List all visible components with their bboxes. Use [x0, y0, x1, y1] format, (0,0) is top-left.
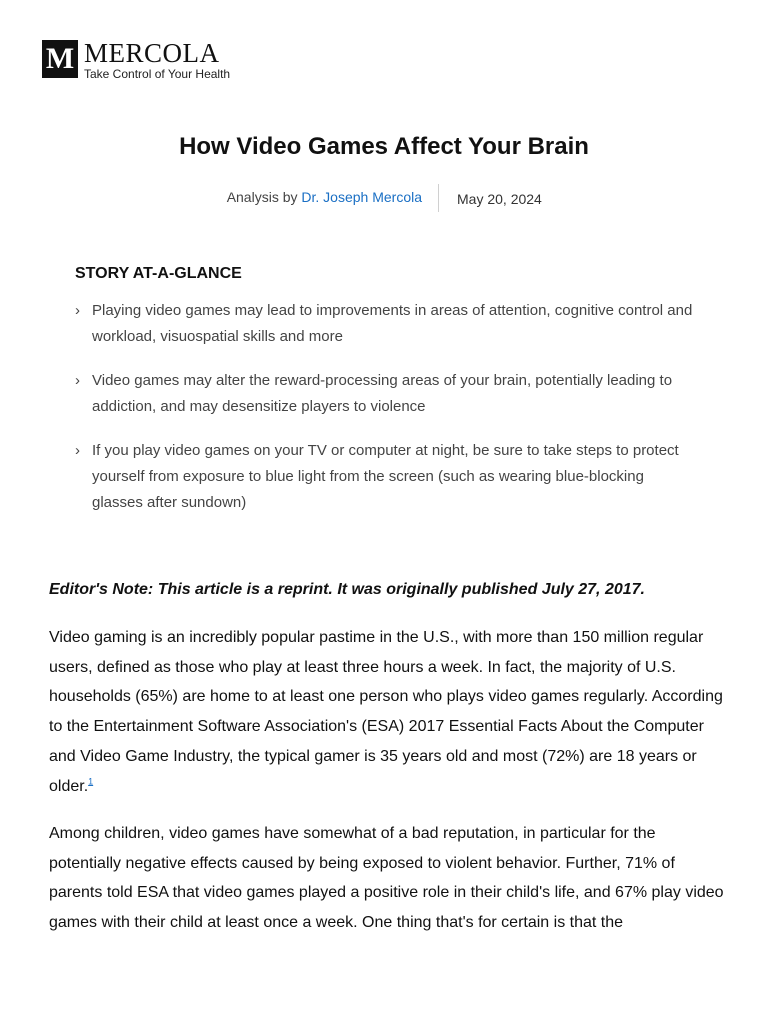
- logo-tagline: Take Control of Your Health: [84, 67, 231, 81]
- chevron-right-icon: ›: [75, 442, 80, 459]
- story-at-a-glance-list: [75, 298, 695, 534]
- body-paragraph: [49, 623, 729, 801]
- article-title: How Video Games Affect Your Brain: [179, 133, 589, 160]
- editors-note: Editor's Note: This article is a reprint. It was originally published July 27, 2017.: [49, 581, 645, 598]
- glance-item-text: Playing video games may lead to improvements in areas of attention, cognitive control and workload, visuospatial skills and more: [92, 302, 693, 345]
- body-paragraph: Among children, video games have somewhat of a bad reputation, in particular for the potentially negative effects caused by being exposed to violent behavior. Further, 71% of parents told ESA that video games played a positive role in their child's life, and 67% play video games with their child at least once a week. One thing that's for certain is that the: [49, 825, 724, 932]
- chevron-right-icon: ›: [75, 372, 80, 389]
- logo-mark: M: [42, 40, 78, 78]
- chevron-right-icon: ›: [75, 302, 80, 319]
- author-link[interactable]: Dr. Joseph Mercola: [301, 189, 422, 205]
- byline-prefix: Analysis by: [226, 189, 298, 205]
- glance-item: [75, 368, 695, 420]
- story-at-a-glance-heading: STORY AT-A-GLANCE: [75, 265, 242, 282]
- byline-divider: [438, 184, 439, 212]
- byline: [0, 188, 768, 212]
- glance-item-text: Video games may alter the reward-processing areas of your brain, potentially leading to addiction, and may desensitize players to violence: [92, 372, 673, 415]
- glance-item-text: If you play video games on your TV or computer at night, be sure to take steps to protect yourself from exposure to blue light from the screen (such as wearing blue-blocking glasses after sundown): [92, 442, 679, 511]
- byline-author-line: [227, 188, 422, 206]
- logo-text: [84, 40, 230, 81]
- logo-name: MERCOLA: [84, 38, 220, 68]
- mercola-logo[interactable]: [42, 40, 230, 81]
- glance-item: [75, 438, 695, 516]
- footnote-link[interactable]: 1: [88, 776, 94, 787]
- publish-date: May 20, 2024: [457, 191, 542, 207]
- glance-item: [75, 298, 695, 350]
- paragraph-text: Video gaming is an incredibly popular pastime in the U.S., with more than 150 million regular users, defined as those who play at least three hours a week. In fact, the majority of U.S. households (65%) are home to at least one person who plays video games regularly. According to the Entertainment Software Association's (ESA) 2017 Essential Facts About the Computer and Video Game Industry, the typical gamer is 35 years old and most (72%) are 18 years or older.: [49, 629, 723, 795]
